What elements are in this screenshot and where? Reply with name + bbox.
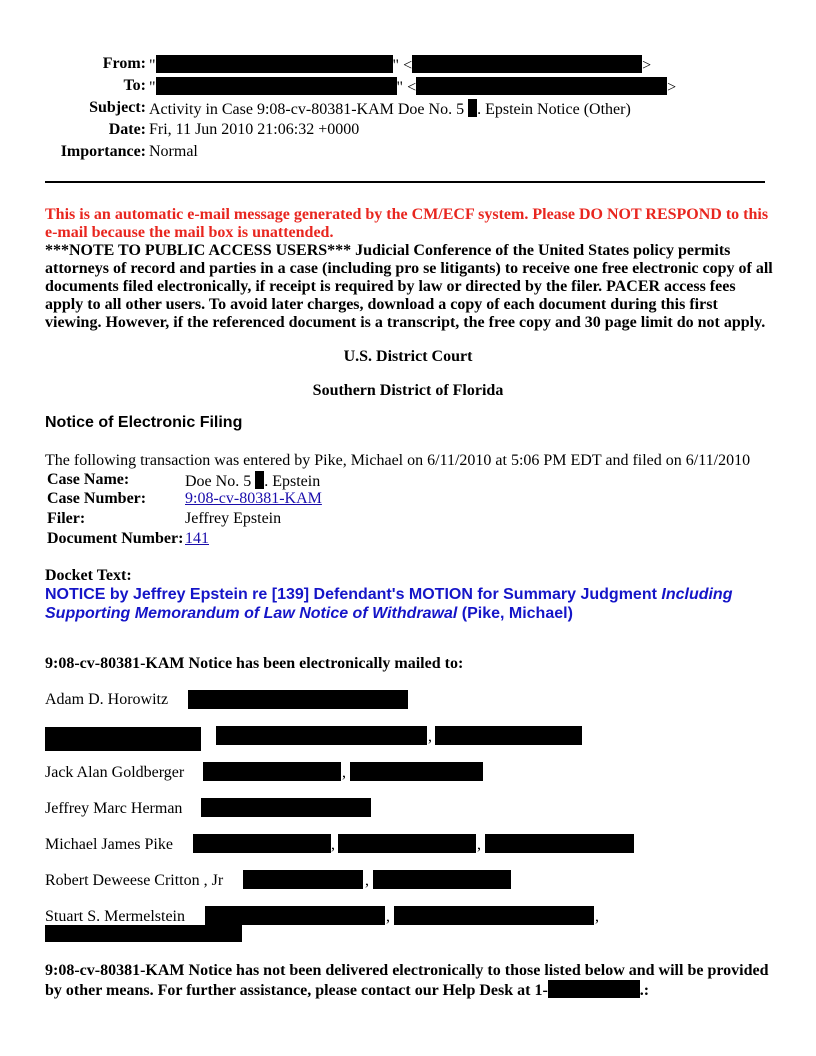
not-delivered-notice: 9:08-cv-80381-KAM Notice has not been delivered electronically to those listed below and will be provided by other means. For further assistance, please contact our Help Desk at 1- .: <box>45 962 769 999</box>
filer-label: Filer: <box>47 510 86 527</box>
redaction <box>412 55 642 73</box>
transaction-text: The following transaction was entered by Pike, Michael on 6/11/2010 at 5:06 PM EDT and filed on 6/11/2010 <box>45 452 751 469</box>
recipient-name: Robert Deweese Critton , Jr <box>45 872 224 889</box>
redaction <box>45 727 201 751</box>
redaction <box>350 762 483 781</box>
recipient-name: Adam D. Horowitz <box>45 691 169 708</box>
public-access-note: ***NOTE TO PUBLIC ACCESS USERS*** Judicial Conference of the United States policy permits attorneys of record and parties in a case (including pro se litigants) to receive one free electronic copy of all documents filed electronically, if receipt is required by law or directed by the filer. PACER access fees apply to all other users. To avoid later charges, download a copy of each document during this first viewing. However, if the referenced document is a transcript, the free copy and 30 page limit do not apply. <box>45 242 773 331</box>
from-label: From: <box>102 55 146 72</box>
case-number-link[interactable]: 9:08-cv-80381-KAM <box>185 490 322 507</box>
case-name-value: Doe No. 5 . Epstein <box>185 473 321 490</box>
redaction <box>45 925 242 942</box>
redaction <box>216 726 427 745</box>
redaction <box>203 762 341 781</box>
redaction <box>394 906 594 925</box>
case-name-label: Case Name: <box>47 471 130 488</box>
comma: , <box>331 836 335 853</box>
recipient-name: Jeffrey Marc Herman <box>45 800 183 817</box>
redaction <box>193 834 331 853</box>
to-label: To: <box>123 77 146 94</box>
redaction <box>205 906 385 925</box>
auto-email-warning: This is an automatic e-mail message generated by the CM/ECF system. Please DO NOT RESPOND to this e-mail because the mail box is unattended. <box>45 206 769 241</box>
header-divider <box>45 181 765 183</box>
nef-heading: Notice of Electronic Filing <box>45 414 243 431</box>
redaction <box>243 870 363 889</box>
docket-text-label: Docket Text: <box>45 567 132 584</box>
recipient-name: Jack Alan Goldberger <box>45 764 185 781</box>
comma: , <box>365 872 369 889</box>
recipient-name: Michael James Pike <box>45 836 173 853</box>
comma: , <box>386 908 390 925</box>
subject-label: Subject: <box>89 99 146 116</box>
redaction <box>435 726 582 745</box>
redaction <box>468 99 477 117</box>
redaction <box>485 834 634 853</box>
subject-value: Activity in Case 9:08-cv-80381-KAM Doe No. 5 . Epstein Notice (Other) <box>149 101 631 118</box>
court-district: Southern District of Florida <box>312 382 504 399</box>
redaction <box>373 870 511 889</box>
comma: , <box>477 836 481 853</box>
mailed-heading: 9:08-cv-80381-KAM Notice has been electronically mailed to: <box>45 655 464 672</box>
redaction <box>255 471 264 489</box>
to-value: " " < > <box>149 79 677 96</box>
redaction <box>416 77 667 95</box>
redaction <box>338 834 476 853</box>
redaction <box>201 798 371 817</box>
comma: , <box>342 764 346 781</box>
document-number-link[interactable]: 141 <box>185 530 209 547</box>
importance-value: Normal <box>149 143 198 160</box>
case-number-label: Case Number: <box>47 490 147 507</box>
date-value: Fri, 11 Jun 2010 21:06:32 +0000 <box>149 121 360 138</box>
comma: , <box>428 728 432 745</box>
redaction <box>548 980 640 998</box>
docket-text: NOTICE by Jeffrey Epstein re [139] Defendant's MOTION for Summary Judgment Including Supporting Memorandum of Law Notice of Withdrawal (Pike, Michael) <box>45 586 733 622</box>
redaction <box>188 690 408 709</box>
recipient-name: Stuart S. Mermelstein <box>45 908 185 925</box>
from-value: " " < > <box>149 57 652 74</box>
redaction <box>156 77 397 95</box>
comma: , <box>595 908 599 925</box>
filer-value: Jeffrey Epstein <box>185 510 282 527</box>
importance-label: Importance: <box>60 143 146 160</box>
redaction <box>156 55 393 73</box>
court-name: U.S. District Court <box>343 348 473 365</box>
document-number-label: Document Number: <box>47 530 184 547</box>
date-label: Date: <box>108 121 146 138</box>
